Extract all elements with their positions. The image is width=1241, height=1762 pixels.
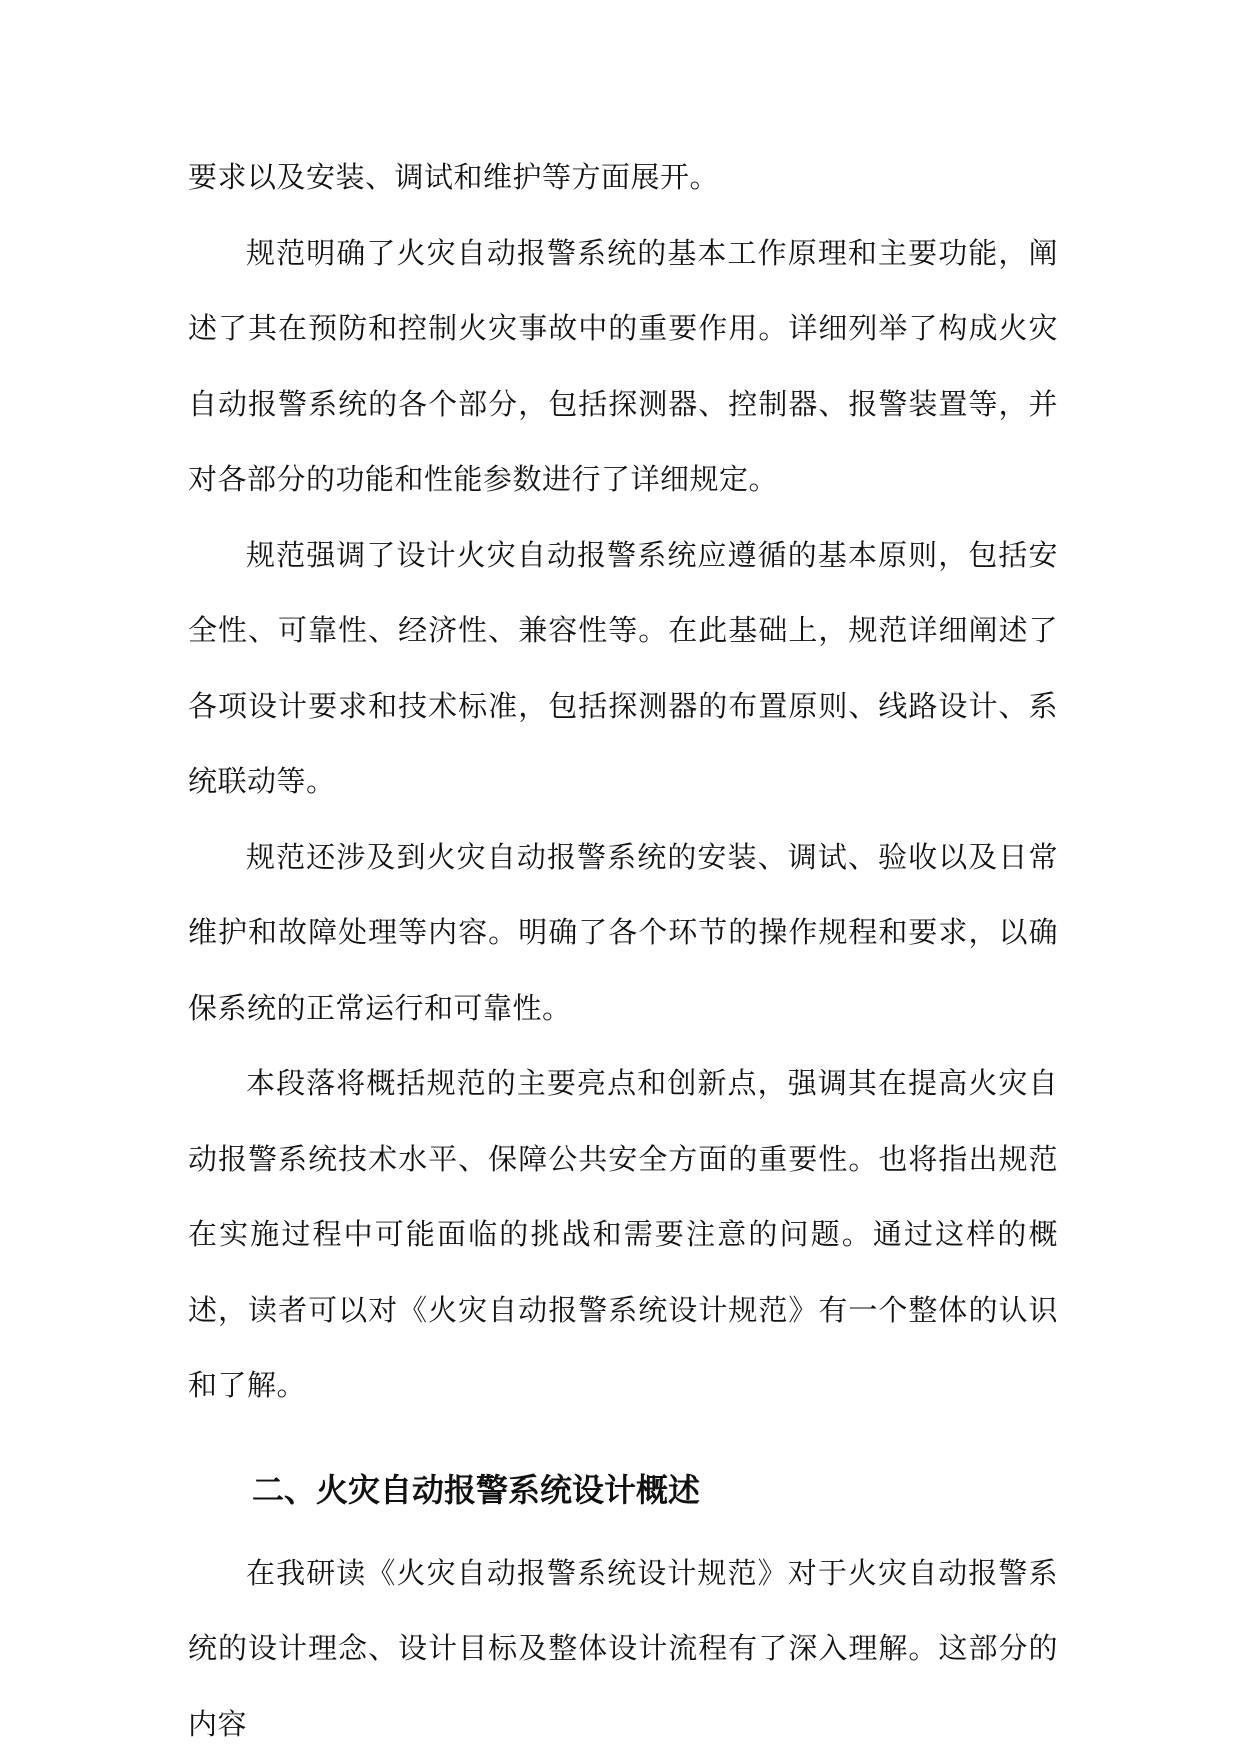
document-body	[188, 140, 1058, 1762]
paragraph-principles: 规范明确了火灾自动报警系统的基本工作原理和主要功能，阐述了其在预防和控制火灾事故中的重要作用。详细列举了构成火灾自动报警系统的各个部分，包括探测器、控制器、报警装置等，并对各部分的功能和性能参数进行了详细规定。	[188, 216, 1058, 518]
paragraph-overview: 在我研读《火灾自动报警系统设计规范》对于火灾自动报警系统的设计理念、设计目标及整体设计流程有了深入理解。这部分的内容	[188, 1536, 1058, 1762]
paragraph-continuation: 要求以及安装、调试和维护等方面展开。	[188, 140, 1058, 216]
paragraph-installation-maintenance: 规范还涉及到火灾自动报警系统的安装、调试、验收以及日常维护和故障处理等内容。明确了各个环节的操作规程和要求，以确保系统的正常运行和可靠性。	[188, 820, 1058, 1047]
paragraph-design-requirements: 规范强调了设计火灾自动报警系统应遵循的基本原则，包括安全性、可靠性、经济性、兼容性等。在此基础上，规范详细阐述了各项设计要求和技术标准，包括探测器的布置原则、线路设计、系统联动等。	[188, 518, 1058, 820]
section-heading: 二、火灾自动报警系统设计概述	[188, 1460, 1058, 1520]
paragraph-summary: 本段落将概括规范的主要亮点和创新点，强调其在提高火灾自动报警系统技术水平、保障公共安全方面的重要性。也将指出规范在实施过程中可能面临的挑战和需要注意的问题。通过这样的概述，读者可以对《火灾自动报警系统设计规范》有一个整体的认识和了解。	[188, 1046, 1058, 1424]
